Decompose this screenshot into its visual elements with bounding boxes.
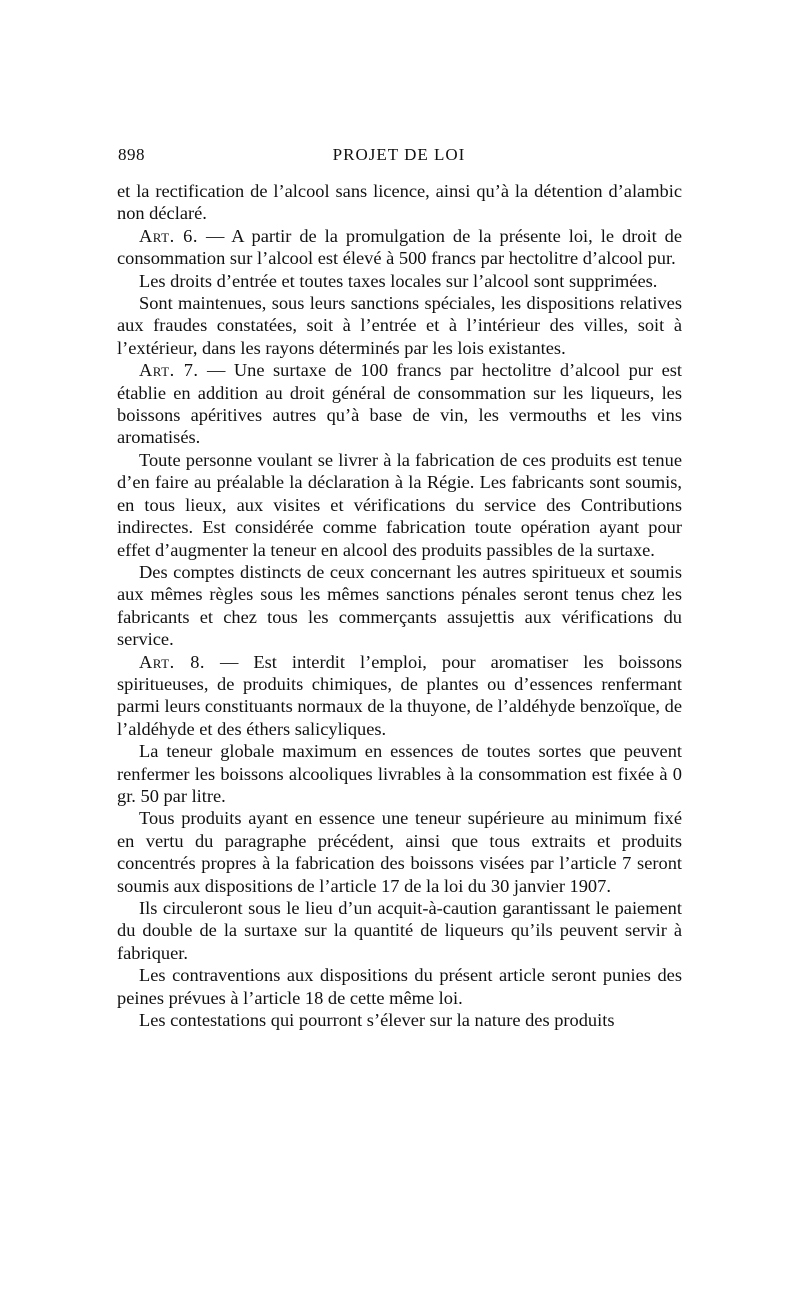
running-title: PROJET DE LOI	[332, 145, 466, 164]
paragraph: Les droits d’entrée et toutes taxes locales sur l’alcool sont supprimées.	[139, 270, 658, 291]
article-paragraph: Art. 6. — A partir de la promulgation de la présente loi, le droit de consommation sur l’alcool est élevé à 500 francs par hectolitre d’alcool pur.	[117, 225, 683, 269]
paragraph: Tous produits ayant en essence une teneur supérieure au minimum fixé en vertu du paragraphe précédent, ainsi que tous extraits et produits concentrés propres à la fabrication des boissons visées par l’article 7 seront soumis aux dispositions de l’article 17 de la loi du 30 janvier 1907.	[117, 808, 682, 896]
page-number: 898	[118, 145, 145, 164]
paragraph: Les contestations qui pourront s’élever sur la nature des produits	[139, 1010, 615, 1031]
paragraph: Les contraventions aux dispositions du présent article seront punies des peines prévues à l’article 18 de cette même loi.	[117, 965, 682, 1008]
body-text	[117, 180, 682, 1031]
paragraph: et la rectification de l’alcool sans licence, ainsi qu’à la détention d’alambic non déclaré.	[117, 181, 682, 224]
article-paragraph: Art. 8. — Est interdit l’emploi, pour aromatiser les boissons spiritueuses, de produits chimiques, de plantes ou d’essences renfermant parmi leurs constituants normaux de la thuyone, de l’aldéhyde benzoïque, de l’aldéhyde et des éthers salicyliques.	[117, 651, 682, 739]
paragraph: Des comptes distincts de ceux concernant les autres spiritueux et soumis aux mêmes règles sous les mêmes sanctions pénales seront tenus chez les fabricants et chez tous les commerçants assujettis aux vérifications du service.	[117, 561, 682, 650]
article-label: Art. 8.	[139, 651, 205, 672]
article-label: Art. 7.	[139, 360, 199, 381]
paragraph: Sont maintenues, sous leurs sanctions spéciales, les dispositions relatives aux fraudes constatées, soit à l’entrée et à l’intérieur des villes, soit à l’extérieur, dans les rayons déterminés par les lois existantes.	[117, 293, 682, 358]
article-paragraph: Art. 7. — Une surtaxe de 100 francs par hectolitre d’alcool pur est établie en addition au droit général de consommation sur les liqueurs, les boissons apéritives autres qu’à base de vin, les vermouths et les vins aromatisés.	[117, 360, 682, 448]
paragraph: Ils circuleront sous le lieu d’un acquit-à-caution garantissant le paiement du double de la surtaxe sur la quantité de liqueurs qu’ils peuvent servir à fabriquer.	[117, 898, 682, 963]
page-header	[118, 145, 680, 171]
article-label: Art. 6.	[139, 225, 198, 246]
paragraph: Toute personne voulant se livrer à la fabrication de ces produits est tenue d’en faire au préalable la déclaration à la Régie. Les fabricants sont soumis, en tous lieux, aux visites et vérifications du service des Contributions indirectes. Est considérée comme fabrication toute opération ayant pour effet d’augmenter la teneur en alcool des produits passibles de la surtaxe.	[117, 449, 682, 560]
paragraph: La teneur globale maximum en essences de toutes sortes que peuvent renfermer les boissons alcooliques livrables à la consommation est fixée à 0 gr. 50 par litre.	[117, 741, 682, 806]
